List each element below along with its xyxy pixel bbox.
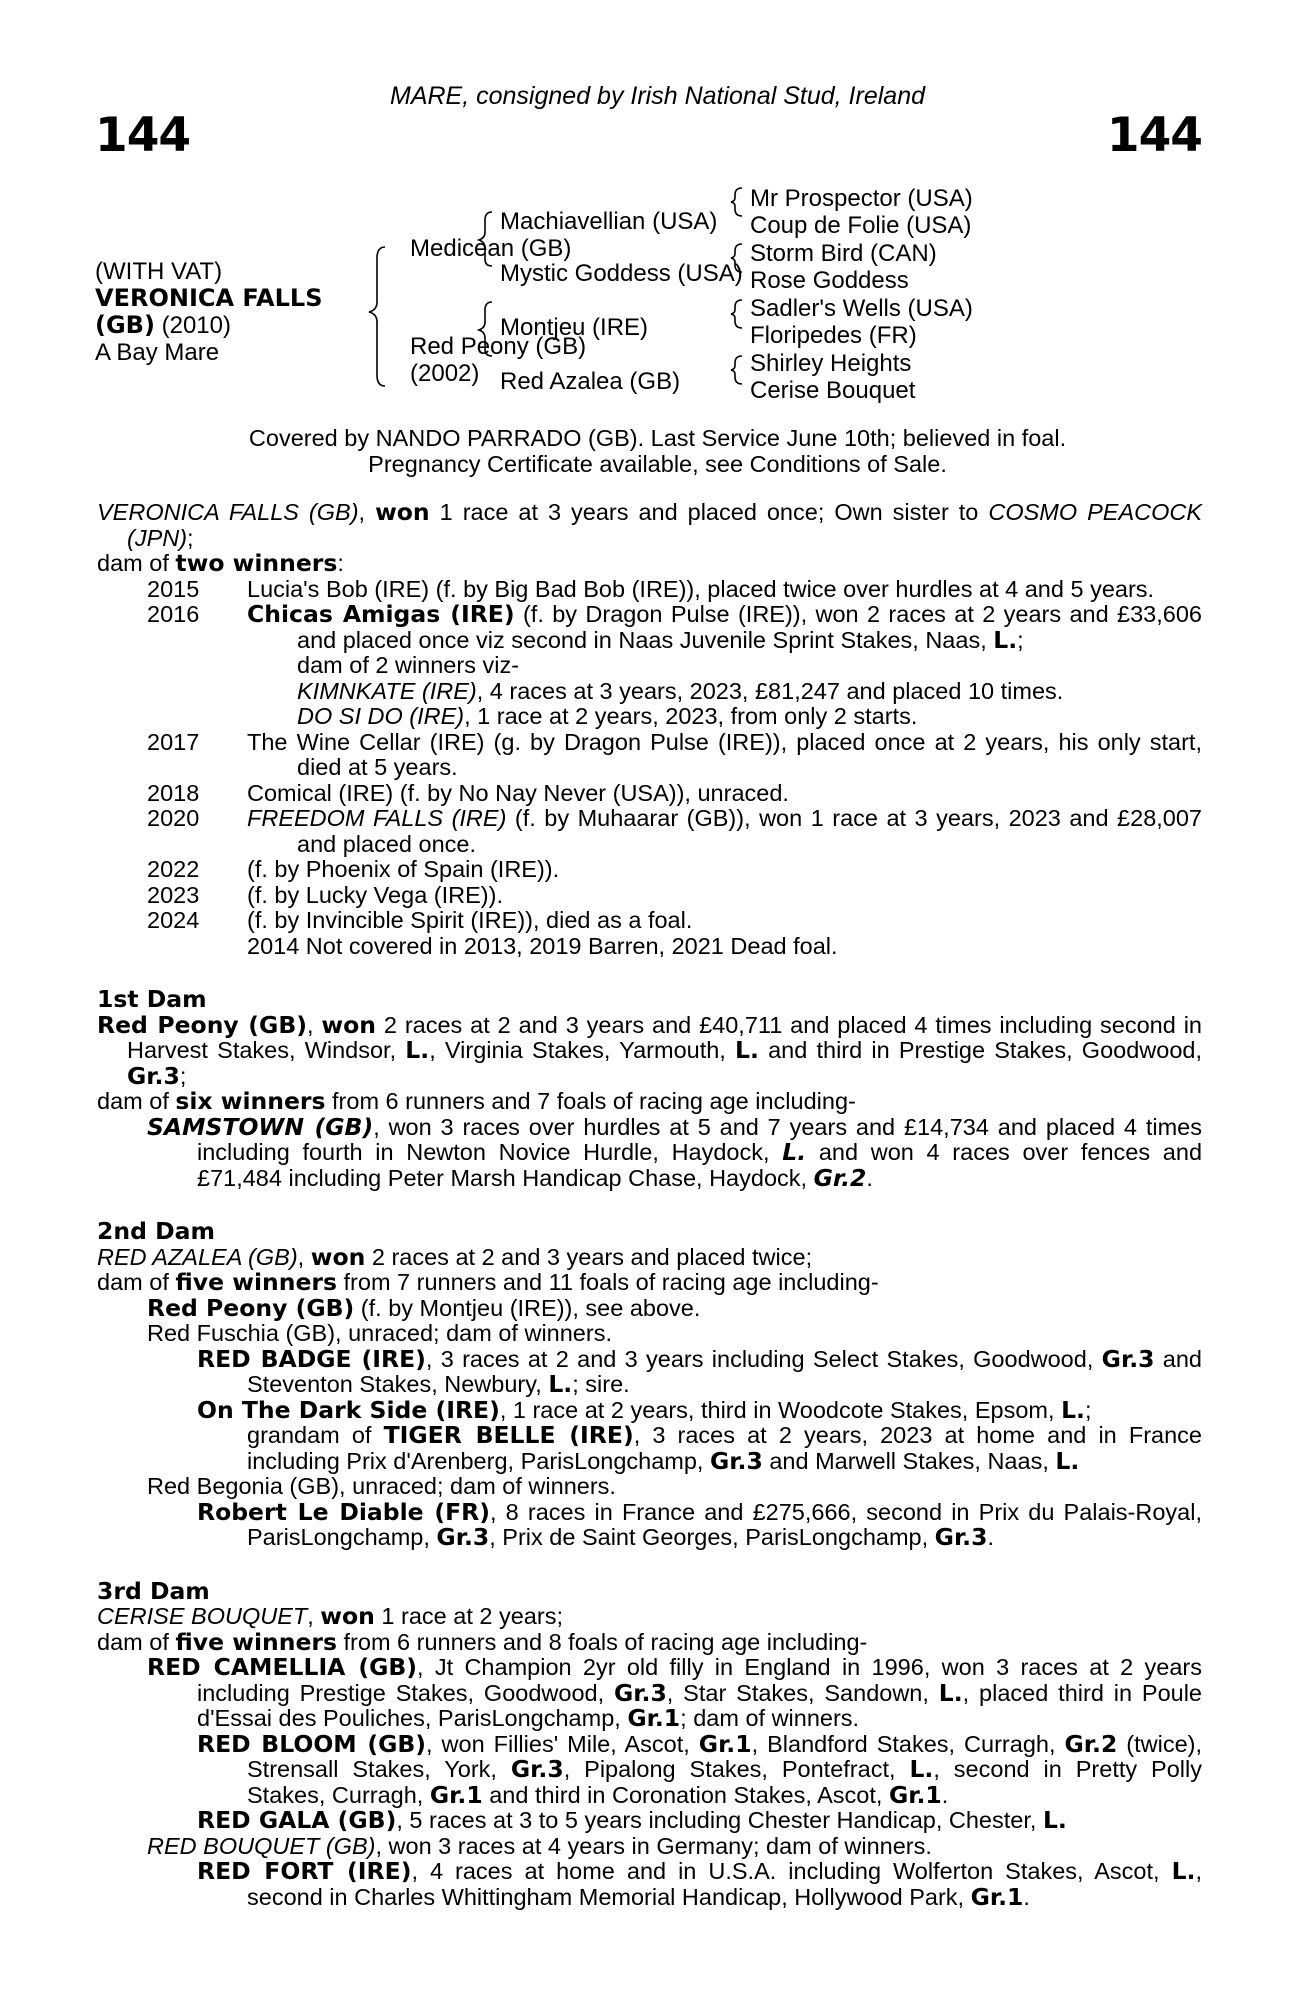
punct: ; — [1017, 626, 1024, 653]
listed-label: L. — [782, 1138, 807, 1166]
listed-label: L. — [735, 1036, 759, 1064]
foal-name: Lucia's Bob (IRE) — [247, 575, 430, 602]
lot-subtitle: MARE, consigned by Irish National Stud, Ireland — [390, 82, 925, 110]
gen3-4: Red Azalea (GB) — [500, 368, 681, 395]
progeny-name: On The Dark Side (IRE) — [197, 1395, 500, 1424]
record-text: , second in Charles Whittingham Memorial Handicap, Hollywood Park, — [247, 1858, 1202, 1910]
chicas-dam-of: dam of 2 winners viz- — [297, 652, 520, 678]
horse-description: A Bay Mare — [95, 339, 220, 366]
group-label: Gr.2 — [1064, 1729, 1118, 1758]
record-text: and Steventon Stakes, Newbury, — [247, 1345, 1202, 1397]
second-dam-heading: 2nd Dam — [97, 1217, 215, 1245]
group-label: Gr.1 — [627, 1704, 681, 1732]
dam-of-prefix: dam of — [97, 1628, 169, 1655]
record-text: , Virginia Stakes, Yarmouth, — [429, 1037, 736, 1063]
foal-text: (g. by Dragon Pulse (IRE)), placed once at 2 years, his only start, died at 5 years. — [297, 728, 1202, 780]
produce-row — [97, 602, 1202, 730]
progeny-name: RED GALA (GB) — [197, 1806, 397, 1834]
produce-row — [97, 908, 1202, 934]
gen4-7: Shirley Heights — [750, 350, 912, 377]
foal-year: 2016 — [147, 601, 200, 627]
progeny-name: RED BOUQUET (GB) — [147, 1832, 376, 1859]
lot-number-left: 144 — [95, 108, 191, 163]
first-dam-record: Red Peony (GB), won 2 races at 2 and 3 years and £40,711 and placed 4 times including second in Harvest Stakes, Windsor, L., Virginia Stakes, Yarmouth, L. and third in Prestige Stakes, Goodwood, Gr.3; — [97, 1010, 1202, 1090]
record-text: and won 4 races over fences and £71,484 including Peter Marsh Handicap Chase, Haydock, — [197, 1139, 1203, 1191]
record-text: , 1 race at 2 years, third in Woodcote Stakes, Epsom, — [499, 1396, 1062, 1423]
progeny-2 — [297, 704, 1202, 730]
record-text: 2 races at 2 and 3 years and placed twice; — [365, 1243, 813, 1270]
foal-text: (f. by Invincible Spirit (IRE)), died as a foal. — [247, 907, 693, 933]
catalogue-content — [97, 500, 1202, 1910]
gen3-2: Mystic Goddess (USA) — [500, 260, 743, 287]
record-text: ; sire. — [572, 1371, 630, 1397]
produce-list — [97, 577, 1202, 960]
sire-name: Medicean (GB) — [410, 235, 572, 262]
foal-year: 2018 — [147, 779, 200, 806]
dam-of-winners: six winners — [175, 1087, 326, 1115]
pedigree-vat: (WITH VAT) — [95, 258, 223, 285]
listed-label: L. — [1061, 1395, 1085, 1424]
listed-label: L. — [909, 1755, 934, 1783]
horse-country: (GB) — [95, 311, 155, 339]
punct: ; — [187, 524, 194, 551]
red-peony-line — [147, 1293, 1202, 1322]
group-label: Gr.1 — [429, 1780, 483, 1809]
foal-name: Chicas Amigas (IRE) — [247, 600, 515, 628]
red-fort-line — [197, 1859, 1202, 1910]
red-begonia-line: Red Begonia (GB), unraced; dam of winners. — [147, 1473, 616, 1499]
foal-year: 2017 — [147, 728, 200, 755]
produce-row — [97, 730, 1202, 781]
record-text: , Star Stakes, Sandown, — [666, 1679, 939, 1706]
group-label: Gr.1 — [970, 1882, 1024, 1911]
gen4-4: Rose Goddess — [750, 267, 909, 294]
record-text: , 5 races at 3 to 5 years including Chester Handicap, Chester, — [396, 1807, 1043, 1833]
dam-year: (2002) — [410, 360, 480, 387]
lot-number-right: 144 — [1106, 108, 1202, 163]
listed-label: L. — [405, 1036, 430, 1064]
dam-of-winners: two winners — [175, 549, 338, 577]
group-label: Gr.3 — [510, 1755, 564, 1783]
record-text: ; dam of winners. — [680, 1705, 860, 1731]
progeny-name: RED CAMELLIA (GB) — [147, 1653, 418, 1681]
punct: . — [941, 1781, 949, 1808]
foal-year: 2022 — [147, 856, 200, 882]
record-text: , Prix de Saint Georges, ParisLongchamp, — [489, 1524, 935, 1550]
second-dam-record: RED AZALEA (GB), won 2 races at 2 and 3 years and placed twice; — [97, 1242, 813, 1271]
produce-row — [97, 934, 1202, 960]
third-dam-record: CERISE BOUQUET, won 1 race at 2 years; — [97, 1602, 563, 1630]
foal-text: (f. by Phoenix of Spain (IRE)). — [247, 856, 560, 882]
record-text: , 4 races at home and in U.S.A. including Wolferton Stakes, Ascot, — [411, 1858, 1172, 1884]
dam-name: RED AZALEA (GB) — [97, 1243, 298, 1270]
record-text: and third in Prestige Stakes, Goodwood, — [758, 1037, 1202, 1063]
gen4-2: Coup de Folie (USA) — [750, 212, 972, 239]
listed-label: L. — [1055, 1446, 1080, 1475]
group-label: Gr.2 — [813, 1163, 867, 1192]
record-text: , won Fillies' Mile, Ascot, — [426, 1730, 699, 1757]
gen4-1: Mr Prospector (USA) — [750, 185, 973, 212]
foal-name: FREEDOM FALLS (IRE) — [247, 805, 507, 831]
won-label: won — [320, 1602, 375, 1630]
foal-year: 2020 — [147, 805, 200, 831]
punct: : — [337, 550, 344, 576]
punct: . — [866, 1164, 873, 1191]
listed-label: L. — [548, 1370, 573, 1398]
horse-year: (2010) — [161, 312, 231, 339]
produce-row — [97, 883, 1202, 909]
produce-row — [97, 781, 1202, 807]
group-label: Gr.1 — [888, 1780, 942, 1809]
dam-of-rest: from 6 runners and 8 foals of racing age including- — [336, 1628, 868, 1655]
gen3-3: Montjeu (IRE) — [500, 314, 649, 341]
red-fuschia-line: Red Fuschia (GB), unraced; dam of winners. — [147, 1320, 612, 1346]
progeny-name: RED FORT (IRE) — [197, 1857, 412, 1885]
progeny-name: Robert Le Diable (FR) — [197, 1497, 490, 1526]
dam-name: Red Peony (GB) — [410, 333, 587, 360]
dam-of-prefix: dam of — [97, 1088, 169, 1114]
on-the-dark-side-line — [197, 1395, 1202, 1475]
record-text: 2 races at 2 and 3 years and £40,711 and placed 4 times including second in Harvest Stakes, Windsor, — [127, 1011, 1202, 1063]
group-label: Gr.3 — [934, 1523, 988, 1551]
foal-text: (f. by Big Bad Bob (IRE)), placed twice over hurdles at 4 and 5 years. — [429, 575, 1155, 602]
red-badge-line — [197, 1344, 1202, 1398]
record-text: , Pipalong Stakes, Pontefract, — [563, 1756, 910, 1782]
covered-note — [0, 425, 1315, 477]
covered-line-1: Covered by NANDO PARRADO (GB). Last Service June 10th; believed in foal. — [248, 425, 1067, 451]
samstown-record — [147, 1112, 1203, 1192]
foal-name: Comical (IRE) — [247, 779, 394, 806]
dam-of-winners: five winners — [175, 1627, 337, 1656]
third-dam-heading: 3rd Dam — [97, 1576, 210, 1605]
progeny-1 — [297, 679, 1202, 705]
punct: ; — [1084, 1396, 1092, 1423]
produce-row — [97, 806, 1202, 857]
punct: . — [1023, 1883, 1030, 1910]
gen4-8: Cerise Bouquet — [750, 377, 916, 404]
won-label: won — [321, 1010, 376, 1039]
listed-label: L. — [993, 625, 1018, 654]
record-text: , 8 races in France and £275,666, second in Prix du Palais-Royal, ParisLongchamp, — [247, 1498, 1202, 1550]
record-text: , second in Pretty Polly Stakes, Curragh, — [247, 1756, 1202, 1808]
group-label: Gr.3 — [710, 1446, 763, 1475]
dam-of-rest: from 7 runners and 11 foals of racing age including- — [336, 1269, 879, 1295]
red-bloom-line — [197, 1729, 1203, 1809]
group-label: Gr.3 — [436, 1523, 490, 1551]
robert-le-diable-line — [197, 1497, 1202, 1551]
record-text: , 3 races at 2 and 3 years including Select Stakes, Goodwood, — [425, 1345, 1102, 1372]
record-text: , won 3 races at 4 years in Germany; dam of winners. — [375, 1832, 932, 1859]
gen3-1: Machiavellian (USA) — [500, 208, 718, 235]
listed-label: L. — [1042, 1806, 1067, 1834]
record-text: , Jt Champion 2yr old filly in England in 1996, won 3 races at 2 years including Prestige Stakes, Goodwood, — [197, 1654, 1203, 1706]
won-label: won — [375, 498, 430, 526]
record-text: , placed third in Poule d'Essai des Pouliches, ParisLongchamp, — [197, 1679, 1202, 1731]
red-bouquet-line — [147, 1834, 1202, 1860]
group-label: Gr.1 — [698, 1729, 752, 1758]
gen4-3: Storm Bird (CAN) — [750, 240, 937, 267]
group-label: Gr.3 — [1101, 1344, 1155, 1373]
grandam-prefix: grandam of — [247, 1422, 384, 1448]
progeny-text: , 1 race at 2 years, 2023, from only 2 starts. — [464, 703, 918, 729]
dam-of-prefix: dam of — [97, 550, 169, 576]
dam-name: CERISE BOUQUET — [97, 1603, 308, 1629]
produce-row — [97, 577, 1202, 603]
progeny-text: , 4 races at 3 years, 2023, £81,247 and placed 10 times. — [476, 677, 1064, 704]
group-label: Gr.3 — [613, 1678, 667, 1707]
red-camellia-line — [147, 1655, 1202, 1732]
progeny-name: RED BLOOM (GB) — [197, 1729, 427, 1758]
group-label: Gr.3 — [127, 1061, 180, 1090]
dam-of-prefix: dam of — [97, 1269, 169, 1295]
progeny-name: RED BADGE (IRE) — [197, 1344, 426, 1373]
record-text: (twice), Strensall Stakes, York, — [247, 1730, 1203, 1782]
record-text: , 3 races at 2 years, 2023 at home and in France including Prix d'Arenberg, ParisLongchamp, — [247, 1422, 1202, 1474]
horse-name: VERONICA FALLS — [95, 284, 323, 312]
horse-suffix-year — [95, 312, 231, 339]
foal-text: (f. by No Nay Never (USA)), unraced. — [393, 779, 789, 806]
punct: ; — [179, 1062, 187, 1089]
dam-of-winners: five winners — [175, 1268, 337, 1296]
dam-name: Red Peony (GB) — [97, 1010, 307, 1039]
third-dam-dam-of — [97, 1627, 1202, 1656]
mare-record: VERONICA FALLS (GB), won 1 race at 3 years and placed once; Own sister to COSMO PEACOCK (JPN); — [97, 498, 1203, 551]
record-text: 1 race at 2 years; — [374, 1603, 563, 1629]
gen4-6: Floripedes (FR) — [750, 322, 917, 349]
mare-record-text: 1 race at 3 years and placed once; Own sister to — [439, 499, 979, 525]
record-text: and Marwell Stakes, Naas, — [762, 1447, 1056, 1474]
progeny-name: DO SI DO (IRE) — [297, 703, 465, 729]
record-text: and third in Coronation Stakes, Ascot, — [482, 1781, 889, 1808]
progeny-name: TIGER BELLE (IRE) — [383, 1421, 634, 1449]
gen4-5: Sadler's Wells (USA) — [750, 295, 973, 322]
record-text: , won 3 races over hurdles at 5 and 7 years and £14,734 and placed 4 times including fourth in Newton Novice Hurdle, Haydock, — [197, 1113, 1202, 1165]
listed-label: L. — [1171, 1857, 1196, 1885]
progeny-name: SAMSTOWN (GB) — [147, 1112, 374, 1141]
punct: . — [987, 1524, 994, 1550]
first-dam-heading: 1st Dam — [97, 985, 207, 1013]
listed-label: L. — [938, 1678, 963, 1707]
progeny-name: Red Peony (GB) — [147, 1293, 355, 1322]
record-text: , Blandford Stakes, Curragh, — [751, 1730, 1065, 1757]
foal-year: 2024 — [147, 907, 200, 933]
foal-text: (f. by Lucky Vega (IRE)). — [247, 881, 503, 908]
red-gala-line — [197, 1808, 1202, 1834]
pedigree-table — [95, 185, 1215, 412]
dam-of-rest: from 6 runners and 7 foals of racing age including- — [325, 1088, 856, 1114]
first-dam-dam-of — [97, 1089, 1202, 1115]
foal-name: The Wine Cellar (IRE) — [247, 728, 485, 755]
produce-row — [97, 857, 1202, 883]
foal-text: (f. by Muhaarar (GB)), won 1 race at 3 years, 2023 and £28,007 and placed once. — [297, 805, 1202, 857]
not-covered-note: 2014 Not covered in 2013, 2019 Barren, 2021 Dead foal. — [247, 932, 838, 959]
won-label: won — [310, 1242, 366, 1271]
foal-text: (f. by Dragon Pulse (IRE)), won 2 races at 2 years and £33,606 and placed once viz second in Naas Juvenile Sprint Stakes, Naas, — [297, 601, 1202, 653]
foal-year: 2015 — [147, 575, 200, 602]
progeny-name: KIMNKATE (IRE) — [297, 677, 477, 704]
second-dam-dam-of — [97, 1270, 1202, 1296]
record-text: (f. by Montjeu (IRE)), see above. — [354, 1294, 701, 1321]
sister-name: COSMO PEACOCK (JPN) — [127, 499, 1203, 551]
mare-name: VERONICA FALLS (GB) — [97, 499, 359, 525]
covered-line-2: Pregnancy Certificate available, see Conditions of Sale. — [368, 451, 947, 477]
foal-year: 2023 — [147, 881, 200, 908]
mare-dam-of — [97, 551, 1202, 577]
